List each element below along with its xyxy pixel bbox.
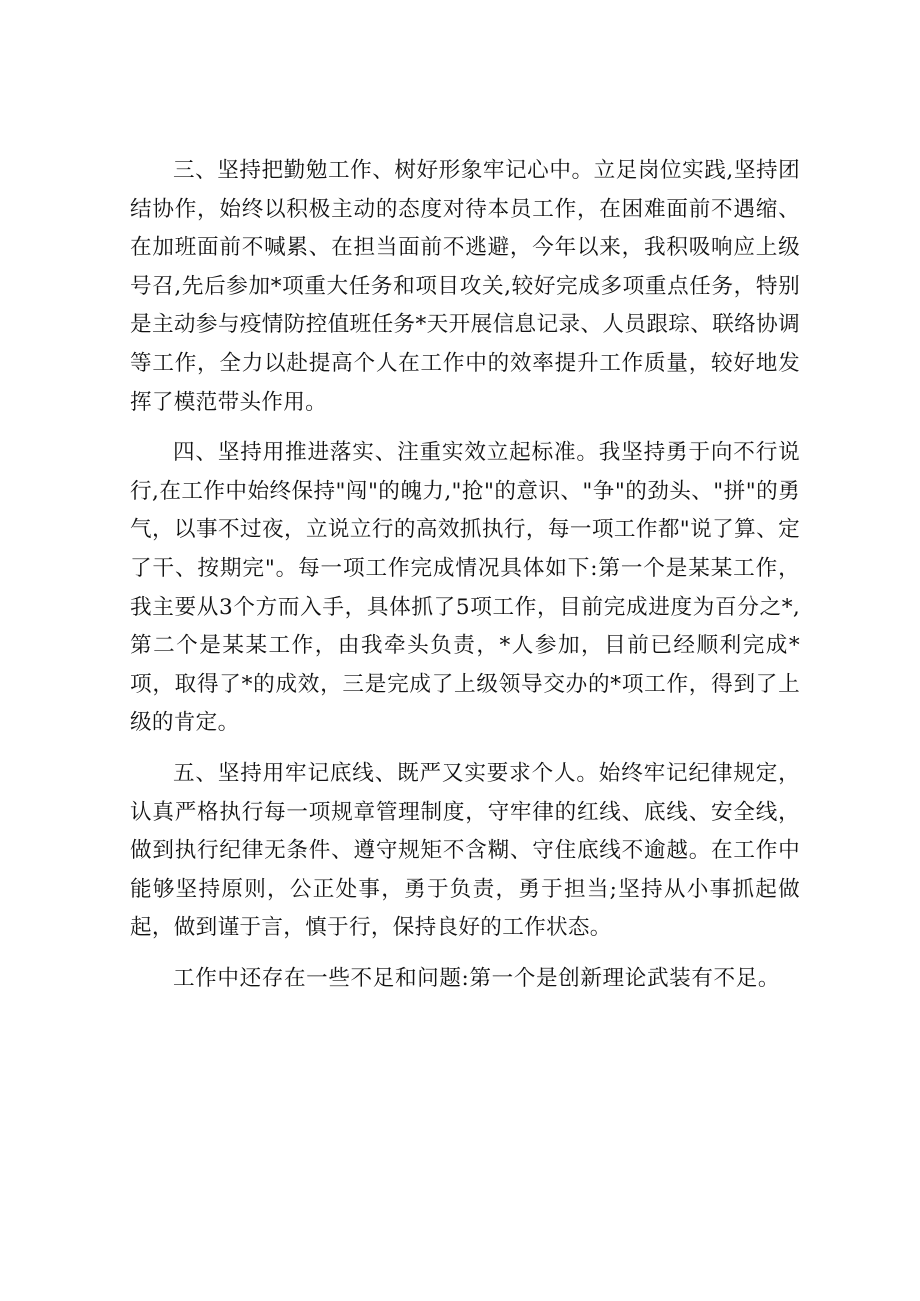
document-body — [130, 152, 800, 998]
paragraph-shortcomings: 工作中还存在一些不足和问题:第一个是创新理论武装有不足。 — [173, 965, 781, 991]
paragraph-section-four: 四、坚持用推进落实、注重实效立起标准。我坚持勇于向不行说行,在工作中始终保持"闯"的魄力,"抢"的意识、"争"的劲头、"拼"的勇气，以事不过夜，立说立行的高效抓执行，每一项工作都"说了算、定了干、按期完"。每一项工作完成情况具体如下:第一个是某某工作，我主要从3个方而入手，具体抓了5项工作，目前完成进度为百分之*,第二个是某某工作，由我牵头负责，*人参加，目前已经顺利完成*项，取得了*的成效，三是完成了上级领导交办的*项工作，得到了上级的肯定。 — [130, 440, 800, 736]
paragraph-section-five: 五、坚持用牢记底线、既严又实要求个人。始终牢记纪律规定，认真严格执行每一项规章管理制度，守牢律的红线、底线、安全线，做到执行纪律无条件、遵守规矩不含糊、守住底线不逾越。在工作中能够坚持原则，公正处事，勇于负责，勇于担当;坚持从小事抓起做起，做到谨于言，慎于行，保持良好的工作状态。 — [130, 760, 800, 941]
paragraph-section-three: 三、坚持把勤勉工作、树好形象牢记心中。立足岗位实践,坚持团结协作，始终以积极主动的态度对待本员工作，在困难面前不遇缩、在加班面前不喊累、在担当面前不逃避，今年以来，我积吸响应上级号召,先后参加*项重大任务和项目攻关,较好完成多项重点任务，特别是主动参与疫情防控值班任务*天开展信息记录、人员跟琮、联络协调等工作，全力以赴提高个人在工作中的效率提升工作质量，较好地发挥了模范带头作用。 — [130, 158, 800, 415]
